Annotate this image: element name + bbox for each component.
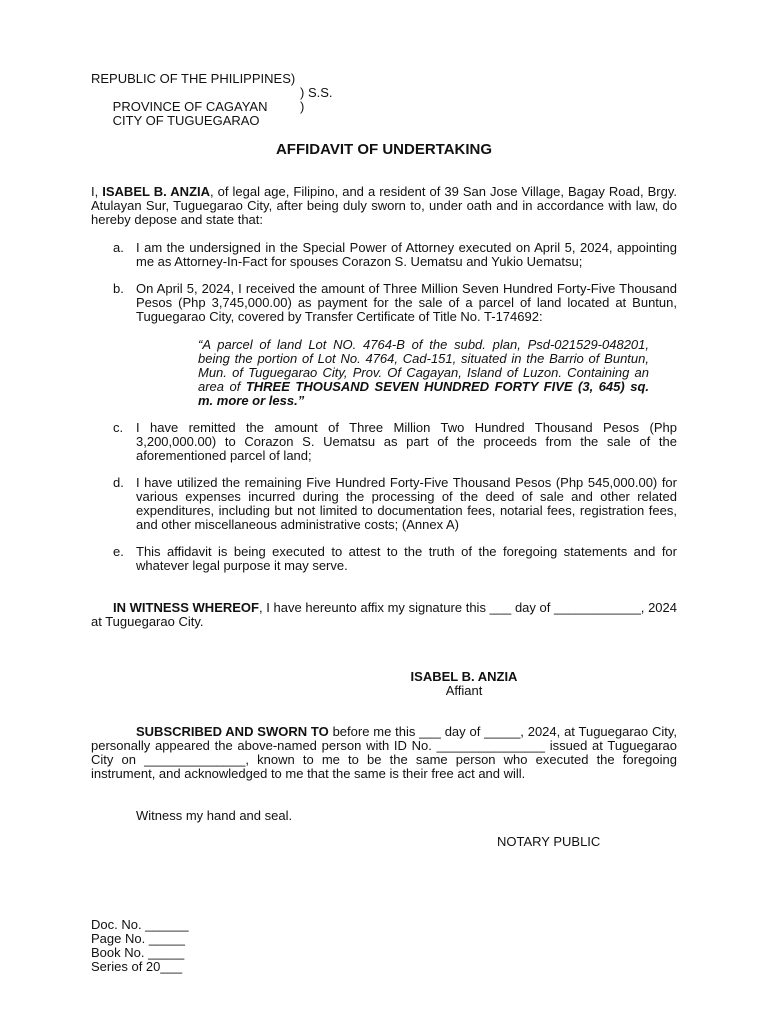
statement-list [91, 241, 677, 586]
witness-whereof-paragraph [91, 601, 677, 629]
jurat-text: before me this ___ day of _____, 2024, at Tuguegarao City, personally appeared the above-named person with ID No. _______________ issued at Tuguegarao City on ______________, known to me to be the same person who executed the foregoing instrument, and acknowledged to me that the same is their free act and will. [91, 724, 677, 781]
venue-ss-marker: ) S.S. [300, 85, 333, 100]
affiant-role: Affiant [445, 683, 483, 698]
list-item-letter: a. [113, 240, 124, 255]
doc-no: Doc. No. ______ [91, 917, 189, 932]
list-item-text: I am the undersigned in the Special Power of Attorney executed on April 5, 2024, appointing me as Attorney-In-Fact for spouses Corazon S. Uematsu and Yukio Uematsu; [136, 240, 677, 269]
quote-area: THREE THOUSAND SEVEN HUNDRED FORTY FIVE (3, 645) sq. m. more or less.” [198, 379, 649, 408]
list-item-text: I have remitted the amount of Three Million Two Hundred Thousand Pesos (Php 3,200,000.00) to Corazon S. Uematsu as part of the proceeds from the sale of the aforementioned parcel of land; [136, 420, 677, 463]
venue-province [91, 85, 333, 114]
list-item-text: I have utilized the remaining Five Hundred Forty-Five Thousand Pesos (Php 545,000.00) for various expenses incurred during the processing of the deed of sale and other related expenditures, including but not limited to documentation fees, notarial fees, registration fees, and other miscellaneous administrative costs; (Annex A) [136, 475, 677, 532]
intro-paragraph [91, 185, 677, 227]
list-item-letter: c. [113, 420, 124, 435]
list-item-letter: b. [113, 281, 124, 296]
quote-text: “A parcel of land Lot NO. 4764-B of the subd. plan, Psd-021529-048201, being the portion of Lot No. 4764, Cad-151, situated in the Barrio of Buntun, Mun. of Tuguegarao City, Prov. Of Cagayan, Island of Luzon. Containing an area of [198, 337, 649, 394]
notary-public-label: NOTARY PUBLIC [497, 834, 601, 849]
witness-whereof-text: , I have hereunto affix my signature this ___ day of ____________, 2024 at Tuguegarao City. [91, 600, 677, 629]
jurat-paragraph [91, 725, 677, 781]
venue-province-label: PROVINCE OF CAGAYAN [112, 99, 268, 114]
list-item-letter: d. [113, 475, 124, 490]
intro-prefix: I, [91, 184, 103, 199]
series-no: Series of 20___ [91, 959, 183, 974]
list-item [91, 545, 677, 573]
venue-republic: REPUBLIC OF THE PHILIPPINES) [91, 71, 296, 86]
notarial-register-refs [91, 918, 189, 974]
page-no: Page No. _____ [91, 931, 185, 946]
list-item-letter: e. [113, 544, 124, 559]
witness-whereof-heading: IN WITNESS WHEREOF [113, 600, 259, 615]
venue-city [91, 99, 305, 128]
list-item [91, 241, 677, 269]
venue-city-paren: ) [300, 99, 305, 114]
witness-hand-line: Witness my hand and seal. [136, 808, 293, 823]
intro-rest: , of legal age, Filipino, and a resident of 39 San Jose Village, Bagay Road, Brgy. Atulayan Sur, Tuguegarao City, after being duly sworn to, under oath and in accordance with law, do hereby depose and state that: [91, 184, 677, 227]
list-item [91, 476, 677, 532]
affiant-name: ISABEL B. ANZIA [410, 669, 518, 684]
list-item-text: This affidavit is being executed to attest to the truth of the foregoing statements and for whatever legal purpose it may serve. [136, 544, 677, 573]
document-title: AFFIDAVIT OF UNDERTAKING [275, 141, 493, 158]
list-item [91, 421, 677, 463]
venue-caption [91, 71, 333, 128]
affiant-name-inline: ISABEL B. ANZIA [102, 184, 211, 199]
list-item-text: On April 5, 2024, I received the amount of Three Million Seven Hundred Forty-Five Thousand Pesos (Php 3,745,000.00) as payment for the sale of a parcel of land located at Buntun, Tuguegarao City, covered by Transfer Certificate of Title No. T-174692: [136, 281, 677, 324]
list-item [91, 282, 677, 408]
venue-city-label: CITY OF TUGUEGARAO [112, 113, 260, 128]
affiant-signature-block [380, 670, 548, 698]
book-no: Book No. _____ [91, 945, 185, 960]
land-description-quote [136, 338, 677, 408]
jurat-heading: SUBSCRIBED AND SWORN TO [136, 724, 329, 739]
